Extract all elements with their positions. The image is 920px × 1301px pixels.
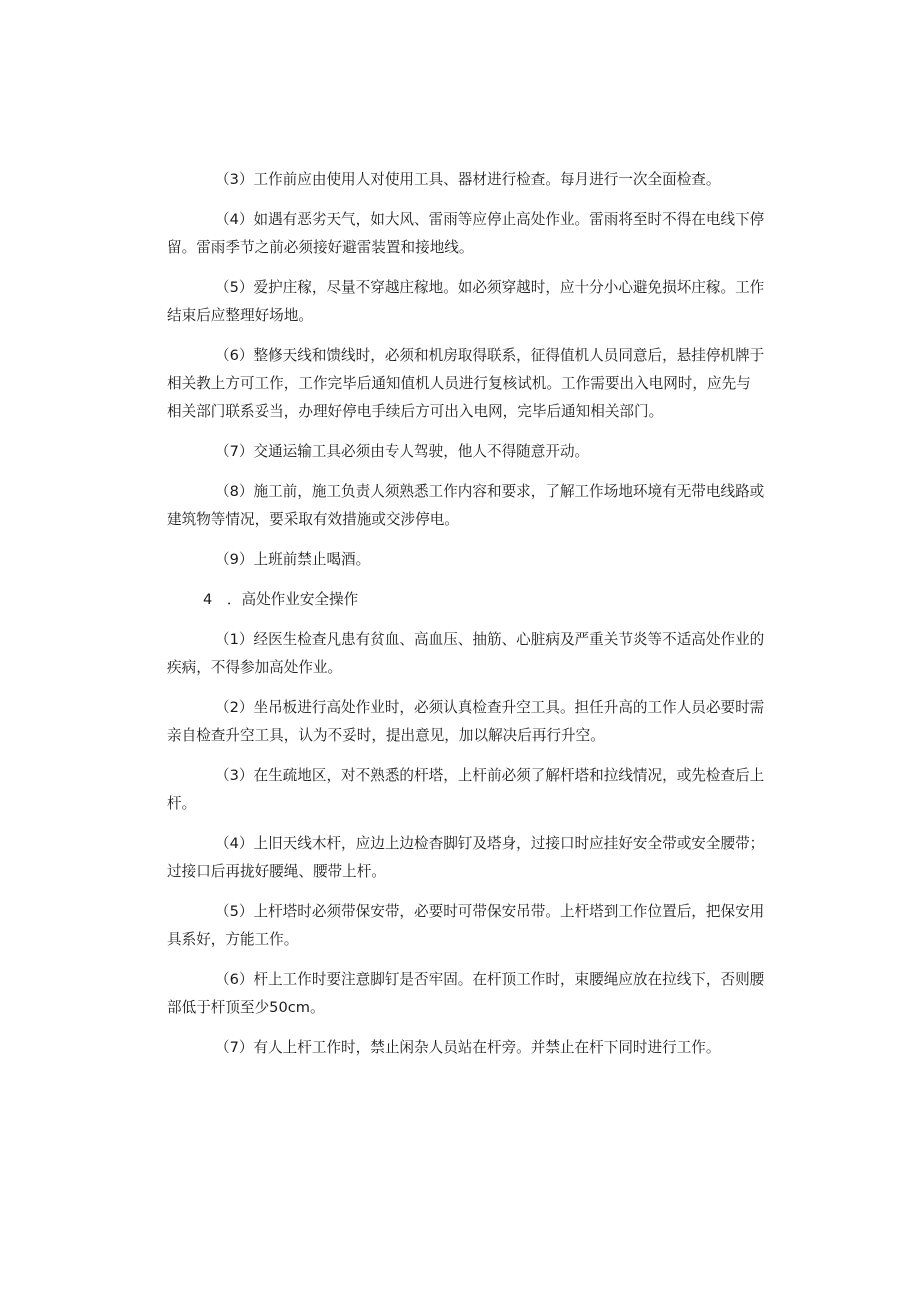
section-paragraph-1: （1）经医生检查凡患有贫血、高血压、抽筋、心脏病及严重关节炎等不适高处作业的疾病，不得参加高处作业。 xyxy=(167,631,765,676)
document-body xyxy=(167,166,765,1074)
section-heading: 4 ．高处作业安全操作 xyxy=(203,591,359,608)
section-paragraph-3: （3）在生疏地区，对不熟悉的杆塔，上杆前必须了解杆塔和拉线情况，或先检查后上杆。 xyxy=(167,767,765,812)
section-paragraph-5: （5）上杆塔时必须带保安带，必要时可带保安吊带。上杆塔到工作位置后，把保安用具系好，方能工作。 xyxy=(167,903,765,948)
paragraph-item-5: （5）爱护庄稼，尽量不穿越庄稼地。如必须穿越时，应十分小心避免损坏庄稼。工作结束后应整理好场地。 xyxy=(167,279,765,324)
paragraph-item-7: （7）交通运输工具必须由专人驾驶，他人不得随意开动。 xyxy=(215,443,590,460)
paragraph-item-8: （8）施工前，施工负责人须熟悉工作内容和要求，了解工作场地环境有无带电线路或建筑物等情况，要采取有效措施或交涉停电。 xyxy=(167,483,765,528)
section-paragraph-2: （2）坐吊板进行高处作业时，必须认真检查升空工具。担任升高的工作人员必要时需亲自检查升空工具，认为不妥时，提出意见，加以解决后再行升空。 xyxy=(167,699,765,744)
paragraph-item-9: （9）上班前禁止喝酒。 xyxy=(215,551,371,568)
paragraph-item-4: （4）如遇有恶劣天气，如大风、雷雨等应停止高处作业。雷雨将至时不得在电线下停留。雷雨季节之前必须接好避雷装置和接地线。 xyxy=(167,211,765,256)
section-paragraph-7: （7）有人上杆工作时，禁止闲杂人员站在杆旁。并禁止在杆下同时进行工作。 xyxy=(215,1039,721,1056)
section-paragraph-6: （6）杆上工作时要注意脚钉是否牢固。在杆顶工作时，束腰绳应放在拉线下，否则腰部低于杆顶至少50cm。 xyxy=(167,971,765,1016)
paragraph-item-6: （6）整修天线和馈线时，必须和机房取得联系，征得值机人员同意后，悬挂停机牌于相关教上方可工作，工作完毕后通知值机人员进行复核试机。工作需要出入电网时，应先与相关部门联系妥当，办理好停电手续后方可出入电网，完毕后通知相关部门。 xyxy=(167,347,765,420)
section-paragraph-4: （4）上旧天线木杆，应边上边检杳脚钉及塔身，过接口时应挂好安全带或安全腰带；过接口后再拢好腰绳、腰带上杆。 xyxy=(167,835,765,880)
paragraph-item-3: （3）工作前应由使用人对使用工具、器材进行检查。每月进行一次全面检查。 xyxy=(215,171,721,188)
